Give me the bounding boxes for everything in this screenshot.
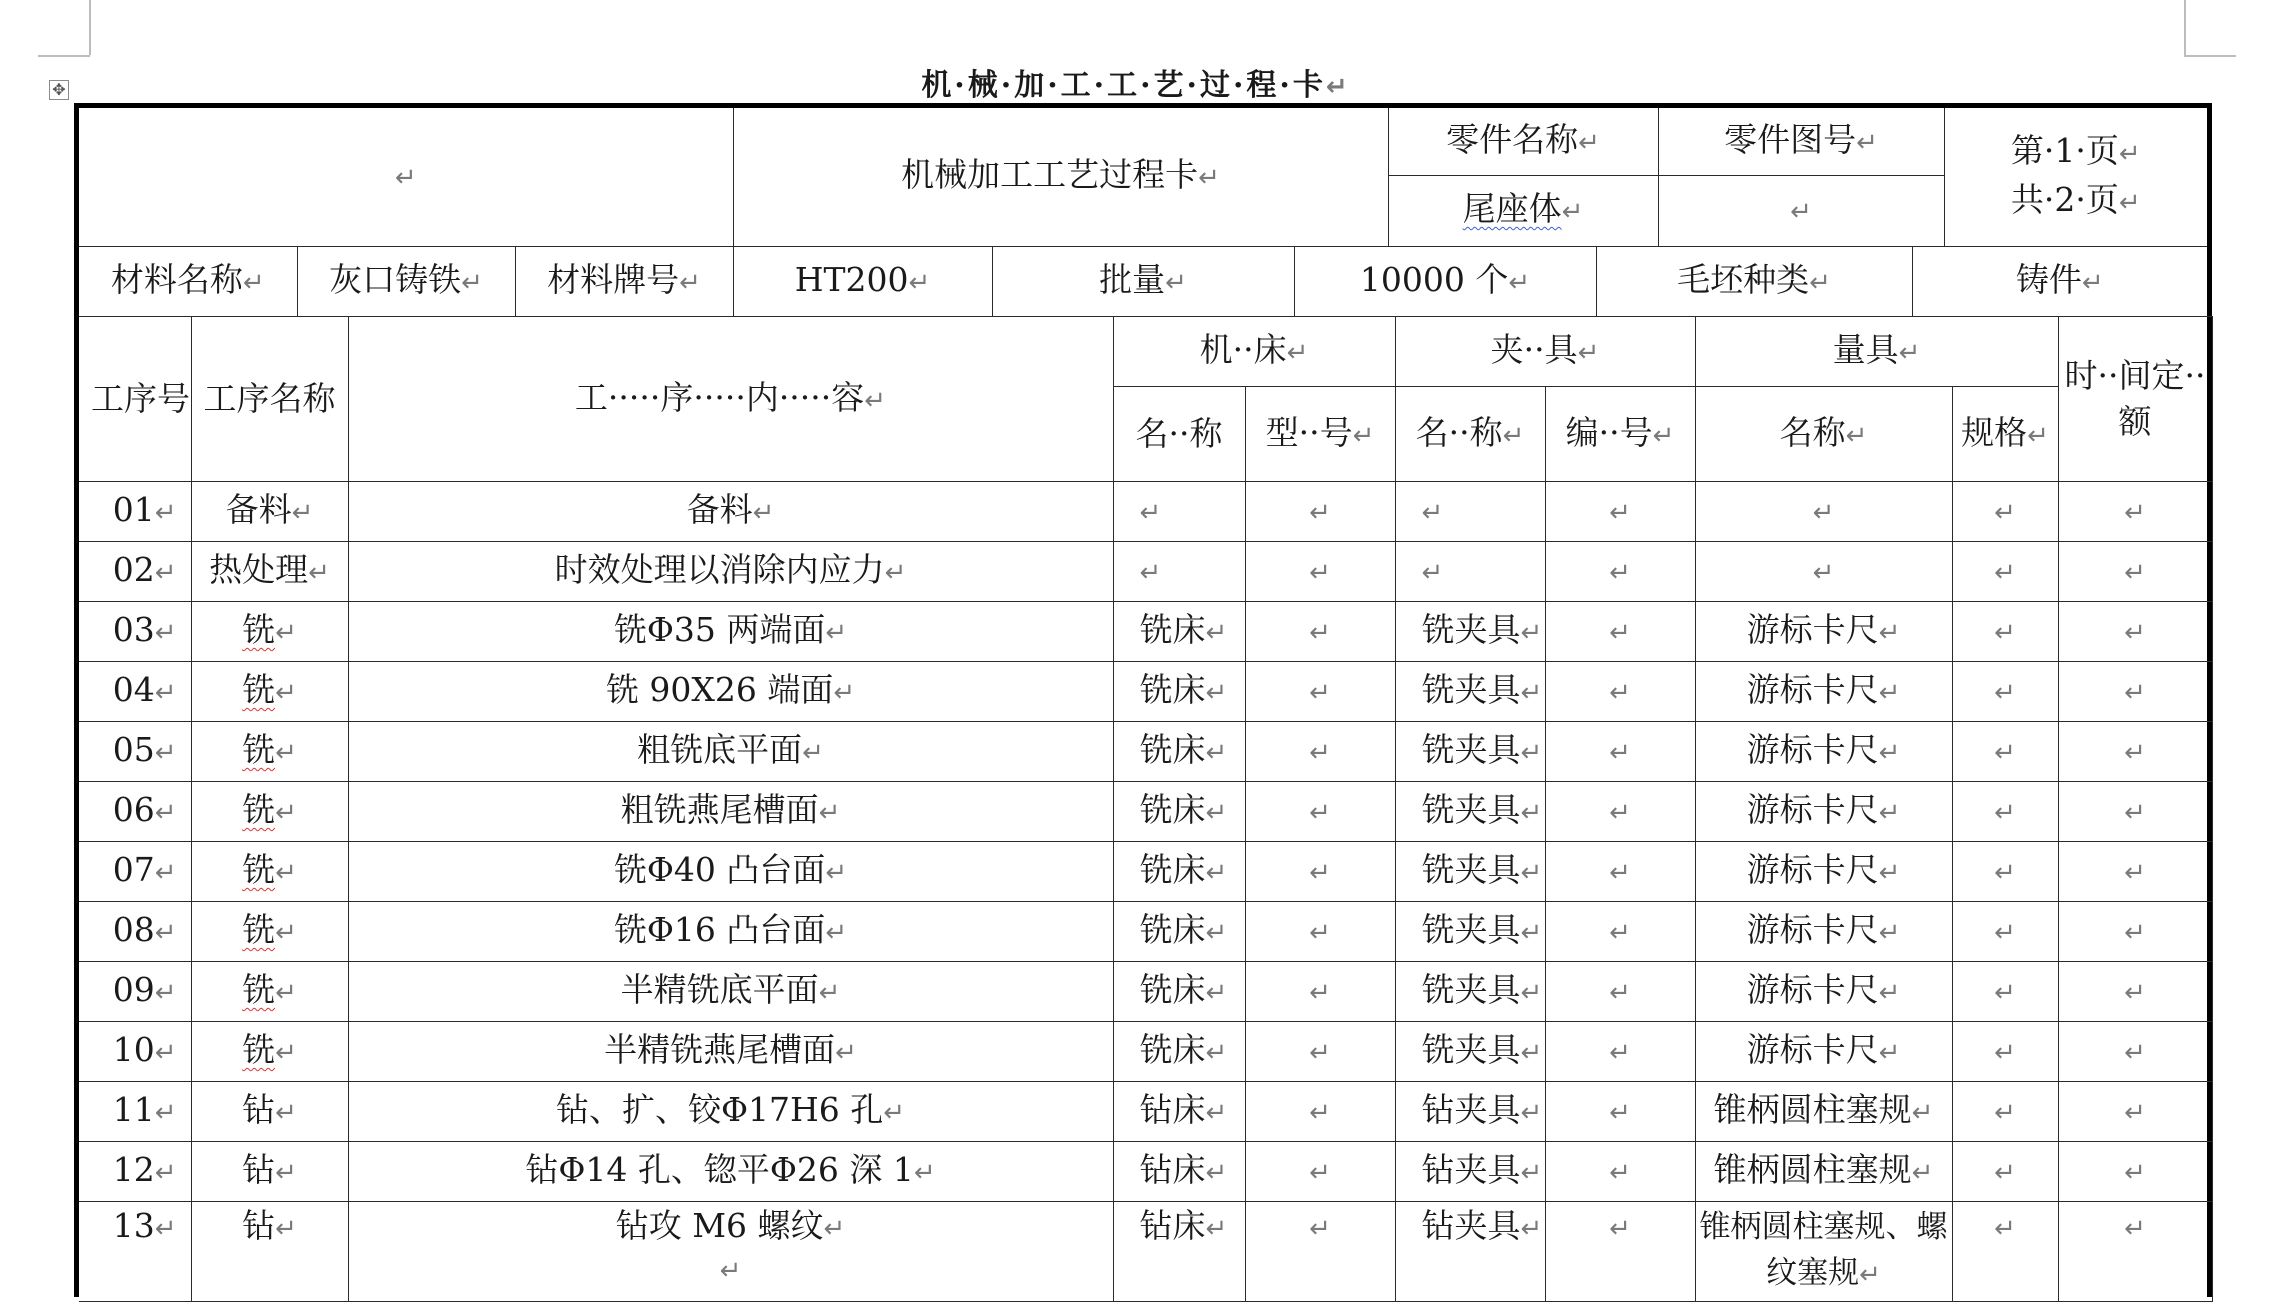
table-row bbox=[79, 1202, 2212, 1302]
gauge-spec-cell: ↵ bbox=[1952, 722, 2058, 782]
cell-text: 铣床 bbox=[1139, 910, 1206, 949]
material-grade-label: 材料牌号↵ bbox=[515, 247, 733, 317]
cell-text: 02 bbox=[112, 550, 155, 589]
cell-text: 铣 bbox=[242, 970, 276, 1009]
cell-text: 铣床 bbox=[1139, 850, 1206, 889]
gauge-spec-cell: ↵ bbox=[1952, 662, 2058, 722]
cell-text: 13 bbox=[112, 1206, 155, 1245]
part-name-label: 零件名称↵ bbox=[1388, 108, 1658, 175]
time-quota-cell: ↵ bbox=[2058, 1022, 2212, 1082]
gauge-name-cell: 锥柄圆柱塞规↵ bbox=[1695, 1082, 1952, 1142]
cell-text: 铣床 bbox=[1139, 790, 1206, 829]
time-quota-cell: ↵ bbox=[2058, 1142, 2212, 1202]
cell-text: 铣夹具 bbox=[1421, 1030, 1521, 1069]
cell-text: 铣Φ40 凸台面 bbox=[613, 850, 826, 889]
table-row bbox=[79, 482, 2212, 542]
cell-text: 10 bbox=[112, 1030, 155, 1069]
step-no-cell: 06↵ bbox=[79, 782, 191, 842]
machine-name-cell: 钻床↵ bbox=[1113, 1082, 1245, 1142]
step-no-cell: 11↵ bbox=[79, 1082, 191, 1142]
fixture-name-cell: 铣夹具↵ bbox=[1395, 662, 1545, 722]
cell-text: 01 bbox=[112, 490, 155, 529]
step-no-cell: 04↵ bbox=[79, 662, 191, 722]
table-row bbox=[79, 782, 2212, 842]
cell-text: 钻 bbox=[242, 1150, 276, 1189]
cell-text: 铣 90X26 端面 bbox=[605, 670, 834, 709]
time-quota-cell: ↵ bbox=[2058, 722, 2212, 782]
machine-name-cell: 铣床↵ bbox=[1113, 902, 1245, 962]
machine-name-cell: ↵ bbox=[1113, 482, 1245, 542]
table-row bbox=[79, 842, 2212, 902]
step-content-cell: 半精铣燕尾槽面↵ bbox=[348, 1022, 1113, 1082]
machine-model-cell: ↵ bbox=[1245, 602, 1395, 662]
step-content-cell: 钻Φ14 孔、锪平Φ26 深 1↵ bbox=[348, 1142, 1113, 1202]
fixture-no-cell: ↵ bbox=[1545, 482, 1695, 542]
table-row bbox=[79, 1022, 2212, 1082]
table-row bbox=[79, 602, 2212, 662]
fixture-name-cell: ↵ bbox=[1395, 542, 1545, 602]
machine-model-cell: ↵ bbox=[1245, 1022, 1395, 1082]
time-quota-cell: ↵ bbox=[2058, 662, 2212, 722]
cell-text: 铣Φ35 两端面 bbox=[613, 610, 826, 649]
machine-model-cell: ↵ bbox=[1245, 902, 1395, 962]
gauge-spec-cell: ↵ bbox=[1952, 842, 2058, 902]
step-no-cell: 13↵ bbox=[79, 1202, 191, 1302]
process-table bbox=[79, 316, 2213, 1302]
cell-text: 铣 bbox=[242, 1030, 276, 1069]
gauge-name-cell: 锥柄圆柱塞规↵ bbox=[1695, 1142, 1952, 1202]
fixture-name-cell: 铣夹具↵ bbox=[1395, 602, 1545, 662]
table-row bbox=[79, 722, 2212, 782]
cell-text: 钻床 bbox=[1139, 1090, 1206, 1129]
page-title: 机·械·加·工·工·艺·过·程·卡↵ bbox=[921, 68, 1351, 103]
cell-text: 铣夹具 bbox=[1421, 730, 1521, 769]
cell-text: 铣 bbox=[242, 730, 276, 769]
col-gauge-name: 名称↵ bbox=[1695, 387, 1952, 482]
fixture-name-cell: 铣夹具↵ bbox=[1395, 842, 1545, 902]
fixture-no-cell: ↵ bbox=[1545, 1202, 1695, 1302]
step-name-cell: 热处理↵ bbox=[191, 542, 348, 602]
cell-text: 05 bbox=[112, 730, 155, 769]
step-no-cell: 08↵ bbox=[79, 902, 191, 962]
cell-text: 半精铣底平面 bbox=[620, 970, 819, 1009]
table-row bbox=[79, 962, 2212, 1022]
crop-mark bbox=[38, 55, 90, 57]
time-quota-cell: ↵ bbox=[2058, 602, 2212, 662]
machine-name-cell: ↵ bbox=[1113, 542, 1245, 602]
cell-text: 半精铣燕尾槽面 bbox=[604, 1030, 836, 1069]
gauge-name-cell: 游标卡尺↵ bbox=[1695, 602, 1952, 662]
cell-text: 游标卡尺 bbox=[1746, 910, 1879, 949]
machine-model-cell: ↵ bbox=[1245, 1142, 1395, 1202]
step-no-cell: 12↵ bbox=[79, 1142, 191, 1202]
material-name-label: 材料名称↵ bbox=[79, 247, 297, 317]
step-no-cell: 10↵ bbox=[79, 1022, 191, 1082]
material-table bbox=[79, 246, 2207, 317]
crop-mark bbox=[2184, 0, 2186, 55]
part-name-value: 尾座体↵ bbox=[1388, 175, 1658, 246]
step-no-cell: 05↵ bbox=[79, 722, 191, 782]
fixture-name-cell: 钻夹具↵ bbox=[1395, 1202, 1545, 1302]
blank-type-label: 毛坯种类↵ bbox=[1596, 247, 1912, 317]
step-no-cell: 09↵ bbox=[79, 962, 191, 1022]
part-drawing-value: ↵ bbox=[1658, 175, 1944, 246]
col-fixture-name: 名··称↵ bbox=[1395, 387, 1545, 482]
time-quota-cell: ↵ bbox=[2058, 782, 2212, 842]
step-content-cell: 铣Φ40 凸台面↵ bbox=[348, 842, 1113, 902]
cell-text: 铣床 bbox=[1139, 730, 1206, 769]
machine-model-cell: ↵ bbox=[1245, 1082, 1395, 1142]
machine-model-cell: ↵ bbox=[1245, 482, 1395, 542]
machine-model-cell: ↵ bbox=[1245, 782, 1395, 842]
crop-mark bbox=[89, 0, 91, 55]
step-name-cell: 钻↵ bbox=[191, 1082, 348, 1142]
col-machine-name: 名··称 bbox=[1113, 387, 1245, 482]
cell-text: 铣夹具 bbox=[1421, 850, 1521, 889]
cell-text: 锥柄圆柱塞规、螺纹塞规 bbox=[1699, 1209, 1948, 1291]
fixture-no-cell: ↵ bbox=[1545, 842, 1695, 902]
cell-text: 备料 bbox=[686, 490, 753, 529]
step-content-cell: 钻攻 M6 螺纹↵ ↵ bbox=[348, 1202, 1113, 1302]
fixture-name-cell: 铣夹具↵ bbox=[1395, 902, 1545, 962]
cell-text: 铣Φ16 凸台面 bbox=[613, 910, 826, 949]
table-row bbox=[79, 1082, 2212, 1142]
col-step-no: 工序号 bbox=[79, 317, 191, 482]
gauge-name-cell: 游标卡尺↵ bbox=[1695, 962, 1952, 1022]
cell-text: 铣夹具 bbox=[1421, 610, 1521, 649]
cell-text: 锥柄圆柱塞规 bbox=[1713, 1090, 1912, 1129]
machine-model-cell: ↵ bbox=[1245, 842, 1395, 902]
fixture-name-cell: 铣夹具↵ bbox=[1395, 782, 1545, 842]
cell-text: 钻床 bbox=[1139, 1150, 1206, 1189]
machine-name-cell: 铣床↵ bbox=[1113, 782, 1245, 842]
blank-type-value: 铸件↵ bbox=[1912, 247, 2207, 317]
cell-text: 铣夹具 bbox=[1421, 910, 1521, 949]
gauge-spec-cell: ↵ bbox=[1952, 542, 2058, 602]
fixture-no-cell: ↵ bbox=[1545, 1082, 1695, 1142]
gauge-spec-cell: ↵ bbox=[1952, 602, 2058, 662]
material-grade-value: HT200↵ bbox=[733, 247, 992, 317]
gauge-spec-cell: ↵ bbox=[1952, 902, 2058, 962]
step-name-cell: 铣↵ bbox=[191, 842, 348, 902]
machine-name-cell: 铣床↵ bbox=[1113, 662, 1245, 722]
machine-model-cell: ↵ bbox=[1245, 662, 1395, 722]
cell-text: 06 bbox=[112, 790, 155, 829]
cell-text: 游标卡尺 bbox=[1746, 730, 1879, 769]
cell-text: 钻攻 M6 螺纹 bbox=[615, 1206, 824, 1245]
cell-text: 08 bbox=[112, 910, 155, 949]
cell-text: 锥柄圆柱塞规 bbox=[1713, 1150, 1912, 1189]
cell-text: 时效处理以消除内应力 bbox=[554, 550, 885, 589]
cell-text: 铣床 bbox=[1139, 610, 1206, 649]
cell-text: 钻夹具 bbox=[1421, 1150, 1521, 1189]
cell-text: 钻夹具 bbox=[1421, 1090, 1521, 1129]
gauge-name-cell: 锥柄圆柱塞规、螺纹塞规↵ bbox=[1695, 1202, 1952, 1302]
fixture-name-cell: 钻夹具↵ bbox=[1395, 1142, 1545, 1202]
machine-name-cell: 铣床↵ bbox=[1113, 722, 1245, 782]
fixture-no-cell: ↵ bbox=[1545, 1022, 1695, 1082]
cell-text: 钻、扩、铰Φ17H6 孔 bbox=[555, 1090, 884, 1129]
cell-text: 12 bbox=[112, 1150, 155, 1189]
process-card bbox=[74, 103, 2212, 1297]
gauge-name-cell: 游标卡尺↵ bbox=[1695, 662, 1952, 722]
cell-text: 09 bbox=[112, 970, 155, 1009]
machine-name-cell: 铣床↵ bbox=[1113, 602, 1245, 662]
gauge-name-cell: 游标卡尺↵ bbox=[1695, 842, 1952, 902]
step-content-cell: 备料↵ bbox=[348, 482, 1113, 542]
cell-text: 备料 bbox=[225, 490, 292, 529]
time-quota-cell: ↵ bbox=[2058, 902, 2212, 962]
cell-text: 铣 bbox=[242, 610, 276, 649]
col-machine: 机··床↵ bbox=[1113, 317, 1395, 387]
time-quota-cell: ↵ bbox=[2058, 1082, 2212, 1142]
batch-label: 批量↵ bbox=[992, 247, 1294, 317]
machine-name-cell: 铣床↵ bbox=[1113, 962, 1245, 1022]
gauge-spec-cell: ↵ bbox=[1952, 1022, 2058, 1082]
step-content-cell: 时效处理以消除内应力↵ bbox=[348, 542, 1113, 602]
cell-text: 热处理 bbox=[209, 550, 309, 589]
machine-model-cell: ↵ bbox=[1245, 1202, 1395, 1302]
cell-text: 铣 bbox=[242, 670, 276, 709]
step-name-cell: 铣↵ bbox=[191, 782, 348, 842]
cell-text: 游标卡尺 bbox=[1746, 1030, 1879, 1069]
step-content-cell: 铣Φ35 两端面↵ bbox=[348, 602, 1113, 662]
fixture-no-cell: ↵ bbox=[1545, 602, 1695, 662]
fixture-name-cell: 钻夹具↵ bbox=[1395, 1082, 1545, 1142]
machine-name-cell: 铣床↵ bbox=[1113, 1022, 1245, 1082]
col-machine-model: 型··号↵ bbox=[1245, 387, 1395, 482]
table-move-handle-icon[interactable]: ✥ bbox=[49, 80, 69, 100]
step-name-cell: 钻↵ bbox=[191, 1142, 348, 1202]
table-row bbox=[79, 1142, 2212, 1202]
step-content-cell: 半精铣底平面↵ bbox=[348, 962, 1113, 1022]
gauge-name-cell: 游标卡尺↵ bbox=[1695, 1022, 1952, 1082]
col-content: 工·····序·····内·····容↵ bbox=[348, 317, 1113, 482]
step-name-cell: 铣↵ bbox=[191, 962, 348, 1022]
cell-text: 钻床 bbox=[1139, 1206, 1206, 1245]
cell-text: 铣夹具 bbox=[1421, 670, 1521, 709]
col-fixture: 夹··具↵ bbox=[1395, 317, 1695, 387]
machine-model-cell: ↵ bbox=[1245, 962, 1395, 1022]
step-content-cell: 粗铣燕尾槽面↵ bbox=[348, 782, 1113, 842]
header-table bbox=[79, 108, 2207, 247]
machine-name-cell: 铣床↵ bbox=[1113, 842, 1245, 902]
time-quota-cell: ↵ bbox=[2058, 1202, 2212, 1302]
fixture-name-cell: 铣夹具↵ bbox=[1395, 722, 1545, 782]
cell-text: 钻夹具 bbox=[1421, 1206, 1521, 1245]
step-no-cell: 03↵ bbox=[79, 602, 191, 662]
step-name-cell: 铣↵ bbox=[191, 662, 348, 722]
cell-text: 03 bbox=[112, 610, 155, 649]
gauge-spec-cell: ↵ bbox=[1952, 1082, 2058, 1142]
table-row bbox=[79, 662, 2212, 722]
time-quota-cell: ↵ bbox=[2058, 842, 2212, 902]
cell-text: 钻 bbox=[242, 1090, 276, 1129]
cell-text: 11 bbox=[112, 1090, 155, 1129]
cell-text: 游标卡尺 bbox=[1746, 670, 1879, 709]
gauge-name-cell: ↵ bbox=[1695, 542, 1952, 602]
gauge-spec-cell: ↵ bbox=[1952, 482, 2058, 542]
cell-text: 铣 bbox=[242, 850, 276, 889]
machine-model-cell: ↵ bbox=[1245, 542, 1395, 602]
gauge-spec-cell: ↵ bbox=[1952, 1142, 2058, 1202]
time-quota-cell: ↵ bbox=[2058, 962, 2212, 1022]
step-name-cell: 钻↵ bbox=[191, 1202, 348, 1302]
fixture-no-cell: ↵ bbox=[1545, 1142, 1695, 1202]
cell-text: 铣床 bbox=[1139, 970, 1206, 1009]
cell-text: 游标卡尺 bbox=[1746, 610, 1879, 649]
fixture-name-cell: ↵ bbox=[1395, 482, 1545, 542]
cell-text: 铣床 bbox=[1139, 1030, 1206, 1069]
batch-value: 10000 个↵ bbox=[1294, 247, 1596, 317]
gauge-spec-cell: ↵ bbox=[1952, 1202, 2058, 1302]
card-name: 机械加工工艺过程卡↵ bbox=[733, 108, 1388, 246]
step-name-cell: 铣↵ bbox=[191, 602, 348, 662]
gauge-name-cell: 游标卡尺↵ bbox=[1695, 722, 1952, 782]
fixture-name-cell: 铣夹具↵ bbox=[1395, 962, 1545, 1022]
step-content-cell: 铣 90X26 端面↵ bbox=[348, 662, 1113, 722]
gauge-name-cell: 游标卡尺↵ bbox=[1695, 902, 1952, 962]
cell-text: 钻 bbox=[242, 1206, 276, 1245]
cell-text: 铣 bbox=[242, 910, 276, 949]
step-no-cell: 07↵ bbox=[79, 842, 191, 902]
cell-text: 铣 bbox=[242, 790, 276, 829]
col-gauge: 量具↵ bbox=[1695, 317, 2058, 387]
gauge-name-cell: ↵ bbox=[1695, 482, 1952, 542]
cell-text: 粗铣底平面 bbox=[637, 730, 803, 769]
cell-text: 游标卡尺 bbox=[1746, 970, 1879, 1009]
crop-mark bbox=[2184, 55, 2236, 57]
cell-text: 铣夹具 bbox=[1421, 970, 1521, 1009]
fixture-no-cell: ↵ bbox=[1545, 902, 1695, 962]
gauge-spec-cell: ↵ bbox=[1952, 782, 2058, 842]
step-name-cell: 铣↵ bbox=[191, 1022, 348, 1082]
cell-text: 粗铣燕尾槽面 bbox=[620, 790, 819, 829]
time-quota-cell: ↵ bbox=[2058, 542, 2212, 602]
step-no-cell: 01↵ bbox=[79, 482, 191, 542]
step-name-cell: 备料↵ bbox=[191, 482, 348, 542]
fixture-no-cell: ↵ bbox=[1545, 722, 1695, 782]
col-gauge-spec: 规格↵ bbox=[1952, 387, 2058, 482]
col-step-name: 工序名称 bbox=[191, 317, 348, 482]
page-info: 第·1·页↵ 共·2·页↵ bbox=[1944, 108, 2207, 246]
fixture-no-cell: ↵ bbox=[1545, 662, 1695, 722]
step-content-cell: 铣Φ16 凸台面↵ bbox=[348, 902, 1113, 962]
table-row bbox=[79, 902, 2212, 962]
machine-name-cell: 钻床↵ bbox=[1113, 1202, 1245, 1302]
cell-text: 游标卡尺 bbox=[1746, 790, 1879, 829]
step-name-cell: 铣↵ bbox=[191, 902, 348, 962]
step-content-cell: 钻、扩、铰Φ17H6 孔↵ bbox=[348, 1082, 1113, 1142]
cell-text: 铣夹具 bbox=[1421, 790, 1521, 829]
header-blank-cell: ↵ bbox=[79, 108, 733, 246]
machine-model-cell: ↵ bbox=[1245, 722, 1395, 782]
cell-text: 钻Φ14 孔、锪平Φ26 深 1 bbox=[525, 1150, 914, 1189]
gauge-name-cell: 游标卡尺↵ bbox=[1695, 782, 1952, 842]
part-drawing-label: 零件图号↵ bbox=[1658, 108, 1944, 175]
cell-text: 07 bbox=[112, 850, 155, 889]
step-content-cell: 粗铣底平面↵ bbox=[348, 722, 1113, 782]
table-row bbox=[79, 542, 2212, 602]
cell-text: 游标卡尺 bbox=[1746, 850, 1879, 889]
step-name-cell: 铣↵ bbox=[191, 722, 348, 782]
col-time-quota: 时··间定··额 bbox=[2058, 317, 2212, 482]
material-name-value: 灰口铸铁↵ bbox=[297, 247, 515, 317]
fixture-no-cell: ↵ bbox=[1545, 782, 1695, 842]
machine-name-cell: 钻床↵ bbox=[1113, 1142, 1245, 1202]
gauge-spec-cell: ↵ bbox=[1952, 962, 2058, 1022]
step-no-cell: 02↵ bbox=[79, 542, 191, 602]
cell-text: 铣床 bbox=[1139, 670, 1206, 709]
fixture-name-cell: 铣夹具↵ bbox=[1395, 1022, 1545, 1082]
col-fixture-no: 编··号↵ bbox=[1545, 387, 1695, 482]
cell-text: 04 bbox=[112, 670, 155, 709]
fixture-no-cell: ↵ bbox=[1545, 542, 1695, 602]
time-quota-cell: ↵ bbox=[2058, 482, 2212, 542]
fixture-no-cell: ↵ bbox=[1545, 962, 1695, 1022]
